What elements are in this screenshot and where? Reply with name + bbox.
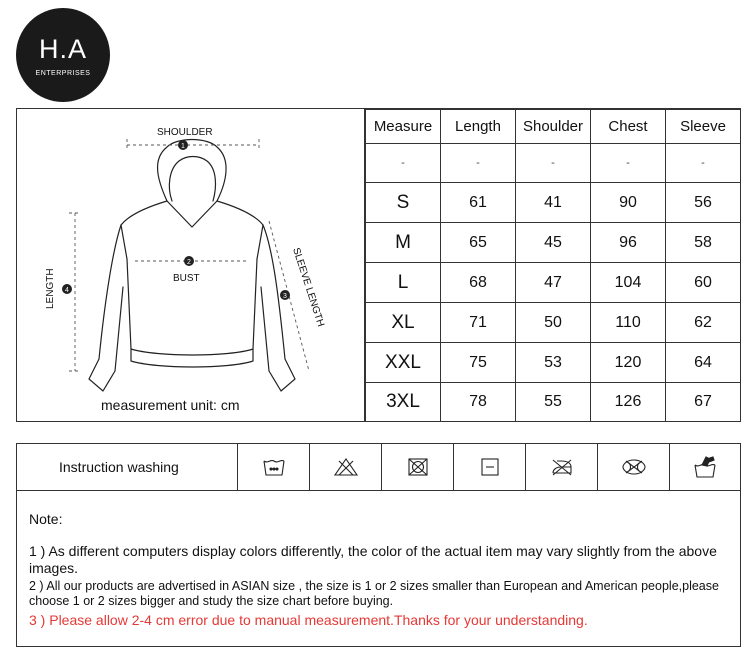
note-line-3-warning: 3 ) Please allow 2-4 cm error due to manual measurement.Thanks for your understanding. — [29, 612, 588, 628]
table-cell: 68 — [441, 263, 516, 303]
brand-subtitle: ENTERPRISES — [35, 70, 91, 77]
note-line-1: 1 ) As different computers display colors differently, the color of the actual item may vary slightly from the above images. — [29, 543, 717, 576]
table-cell: 67 — [666, 383, 741, 422]
measurement-unit-note: measurement unit: cm — [101, 397, 240, 413]
washing-title: Instruction washing — [17, 444, 238, 490]
label-length: LENGTH — [45, 268, 56, 309]
table-row — [366, 383, 741, 422]
marker-3-label: 3 — [283, 293, 287, 300]
table-cell: 64 — [666, 343, 741, 383]
header-sleeve: Sleeve — [666, 110, 741, 144]
table-cell: 120 — [591, 343, 666, 383]
label-shoulder: SHOULDER — [157, 127, 213, 138]
washing-instructions-row — [16, 443, 741, 490]
table-row — [366, 263, 741, 303]
size-chart-panel — [16, 108, 741, 422]
measure-lines — [69, 139, 309, 371]
hoodie-illustration — [17, 109, 365, 421]
table-cell: 58 — [666, 223, 741, 263]
dry-flat-icon — [454, 444, 526, 490]
table-cell: 110 — [591, 303, 666, 343]
marker-1-label: 1 — [181, 143, 185, 150]
table-cell: 71 — [441, 303, 516, 343]
table-cell: 96 — [591, 223, 666, 263]
hand-wash-icon — [670, 444, 740, 490]
table-cell: - — [516, 144, 591, 183]
brand-logo — [16, 8, 110, 102]
table-cell: 56 — [666, 183, 741, 223]
size-label: 3XL — [366, 383, 441, 422]
brand-name: H.A — [38, 34, 87, 64]
table-cell: 78 — [441, 383, 516, 422]
header-length: Length — [441, 110, 516, 144]
table-row — [366, 144, 741, 183]
size-table — [365, 109, 741, 422]
no-dry-clean-icon — [598, 444, 670, 490]
size-label: XXL — [366, 343, 441, 383]
table-cell: - — [441, 144, 516, 183]
table-cell: 47 — [516, 263, 591, 303]
size-label: L — [366, 263, 441, 303]
header-shoulder: Shoulder — [516, 110, 591, 144]
table-cell: 126 — [591, 383, 666, 422]
hoodie-outline — [89, 140, 295, 392]
size-label: XL — [366, 303, 441, 343]
table-cell: 53 — [516, 343, 591, 383]
notes-panel — [16, 490, 741, 647]
table-row — [366, 223, 741, 263]
label-bust: BUST — [173, 273, 200, 284]
table-cell: 90 — [591, 183, 666, 223]
table-cell: 41 — [516, 183, 591, 223]
header-chest: Chest — [591, 110, 666, 144]
table-cell: 60 — [666, 263, 741, 303]
marker-4-label: 4 — [65, 287, 69, 294]
table-cell: - — [666, 144, 741, 183]
table-cell: - — [591, 144, 666, 183]
table-row — [366, 303, 741, 343]
table-cell: 45 — [516, 223, 591, 263]
no-tumble-dry-icon — [382, 444, 454, 490]
table-cell: 75 — [441, 343, 516, 383]
table-cell: 61 — [441, 183, 516, 223]
table-cell: 55 — [516, 383, 591, 422]
notes-title: Note: — [29, 511, 63, 527]
size-table-header-row — [366, 110, 741, 144]
size-label: M — [366, 223, 441, 263]
header-measure: Measure — [366, 110, 441, 144]
no-bleach-icon — [310, 444, 382, 490]
wash-30-icon — [238, 444, 310, 490]
label-sleeve-length: SLEEVE LENGTH — [290, 246, 327, 329]
size-label: S — [366, 183, 441, 223]
table-cell: 65 — [441, 223, 516, 263]
marker-2-label: 2 — [187, 259, 191, 266]
note-line-2: 2 ) All our products are advertised in ASIAN size , the size is 1 or 2 sizes smaller than European and American people,please choose 1 or 2 sizes bigger and study the size chart before buying. — [29, 579, 719, 608]
table-row — [366, 183, 741, 223]
table-cell: 104 — [591, 263, 666, 303]
low-iron-icon — [526, 444, 598, 490]
table-row — [366, 343, 741, 383]
table-cell: 62 — [666, 303, 741, 343]
table-cell: - — [366, 144, 441, 183]
hoodie-diagram — [17, 109, 365, 421]
table-cell: 50 — [516, 303, 591, 343]
